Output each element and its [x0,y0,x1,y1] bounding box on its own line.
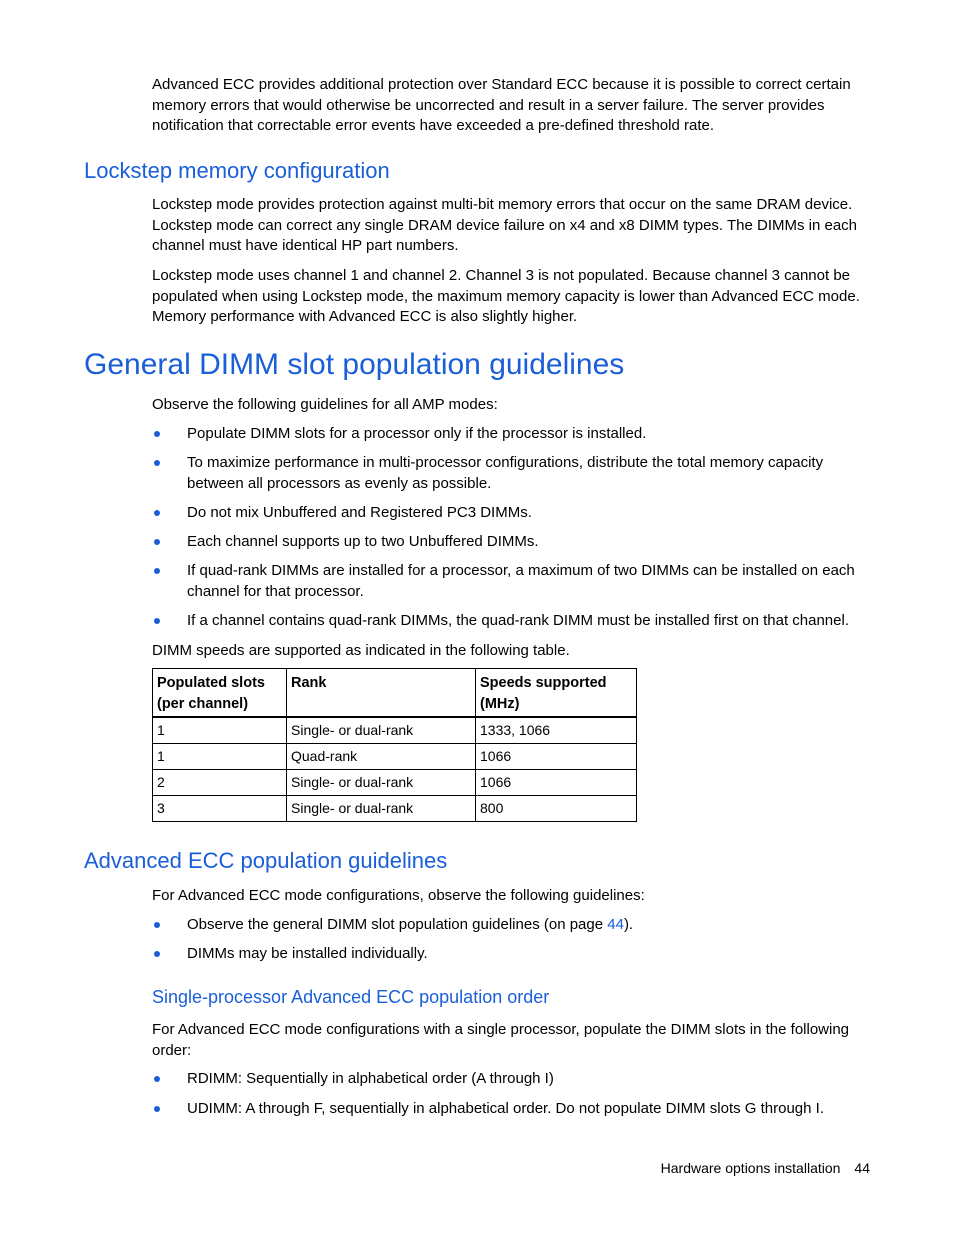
table-cell: 1333, 1066 [476,717,637,744]
bullet-icon [154,1106,160,1112]
table-cell: 3 [153,796,287,822]
bullet-icon [154,510,160,516]
lockstep-paragraph-2: Lockstep mode uses channel 1 and channel 2. Channel 3 is not populated. Because channel 3 cannot be populated when using Lockstep mode, the maximum memory capacity is lower than Advanced ECC mode. Memory performance with Advanced ECC is also slightly higher. [152,267,860,325]
table-cell: 800 [476,796,637,822]
table-header-row [153,669,637,718]
table-cell: Single- or dual-rank [287,796,476,822]
lockstep-paragraph-1: Lockstep mode provides protection against multi-bit memory errors that occur on the same DRAM device. Lockstep mode can correct any single DRAM device failure on x4 and x8 DIMM types. The DIMMs in each channel must have identical HP part numbers. [152,196,858,254]
bullet-icon [154,460,160,466]
advanced-ecc-intro: For Advanced ECC mode configurations, observe the following guidelines: [152,887,645,904]
table-cell: Quad-rank [287,744,476,770]
general-heading: General DIMM slot population guidelines [84,348,625,381]
column-header: Rank [287,669,476,718]
advanced-ecc-heading: Advanced ECC population guidelines [84,848,448,873]
document-page: Advanced ECC provides additional protection over Standard ECC because it is possible to correct certain memory errors that would otherwise be uncorrected and result in a server failure. The server provides notification that correctable error events have exceeded a pre-defined threshold rate. Lockstep memory configuration Lockstep mode provides protection against multi-bit memory errors that occur on the same DRAM device. Lockstep mode can correct any single DRAM device failure on x4 and x8 DIMM types. The DIMMs in each channel must have identical HP part numbers. Lockstep mode uses channel 1 and channel 2. Channel 3 is not populated. Because channel 3 cannot be populated when using Lockstep mode, the maximum memory capacity is lower than Advanced ECC mode. Memory performance with Advanced ECC is also slightly higher. General DIMM slot population guidelines Observe the following guidelines for all AMP modes: Populate DIMM slots for a processor only if the processor is installed. To maximize performance in multi-processor configurations, distribute the total memory capacity between all processors as evenly as possible. Do not mix Unbuffered and Registered PC3 DIMMs. Each channel supports up to two Unbuffered DIMMs. If quad-rank DIMMs are installed for a processor, a maximum of two DIMMs can be installed on each channel for that processor. If a channel contains quad-rank DIMMs, the quad-rank DIMM must be installed first on that channel. DIMM speeds are supported as indicated in the following table. Populated slots (per channel) Rank Speeds supported (MHz) 1 Single- or dual-rank 1333, 1066 1 Quad-rank 1066 2 Single- or dual-rank 1066 3 Single- or dual-rank 800 Advanced ECC population guidelines For Advanced ECC mode configurations, observe the following guidelines: Observe the general DIMM slot population guidelines (on page 44). DIMMs may be installed individually. Single-processor Advanced ECC population order For Advanced ECC mode configurations with a single processor, populate the DIMM slots in the following order: RDIMM: Sequentially in alphabetical order (A through I) UDIMM: A through F, sequentially in alphabetical order. Do not populate DIMM slots G through I. Hardware options installation 44 [84,76,870,1176]
table-intro: DIMM speeds are supported as indicated in the following table. [152,642,570,659]
lockstep-heading: Lockstep memory configuration [84,158,390,183]
dimm-speed-table [152,668,637,822]
page-number: 44 [854,1160,870,1176]
bullet-icon [154,431,160,437]
bullet-icon [154,951,160,957]
bullet-icon [154,922,160,928]
page-footer [661,1158,870,1178]
table-cell: Single- or dual-rank [287,770,476,796]
single-processor-intro: For Advanced ECC mode configurations with a single processor, populate the DIMM slots in the following order: [152,1021,850,1059]
page-link[interactable]: 44 [607,916,624,933]
table-cell: 1066 [476,770,637,796]
table-cell: 1 [153,744,287,770]
intro-paragraph: Advanced ECC provides additional protection over Standard ECC because it is possible to correct certain memory errors that would otherwise be uncorrected and result in a server failure. The server provides notification that correctable error events have exceeded a pre-defined threshold rate. [152,76,851,134]
table-row [153,796,637,822]
column-header: Populated slots (per channel) [153,669,287,718]
table-cell: 1066 [476,744,637,770]
column-header: Speeds supported (MHz) [476,669,637,718]
bullet-icon [154,1076,160,1082]
table-row [153,744,637,770]
table-cell: 2 [153,770,287,796]
bullet-icon [154,539,160,545]
bullet-icon [154,618,160,624]
general-intro: Observe the following guidelines for all AMP modes: [152,396,498,413]
single-processor-heading: Single-processor Advanced ECC population order [152,987,550,1007]
table-cell: 1 [153,717,287,744]
table-row [153,770,637,796]
footer-section: Hardware options installation [660,1160,841,1176]
table-cell: Single- or dual-rank [287,717,476,744]
table-row [153,717,637,744]
bullet-icon [154,568,160,574]
